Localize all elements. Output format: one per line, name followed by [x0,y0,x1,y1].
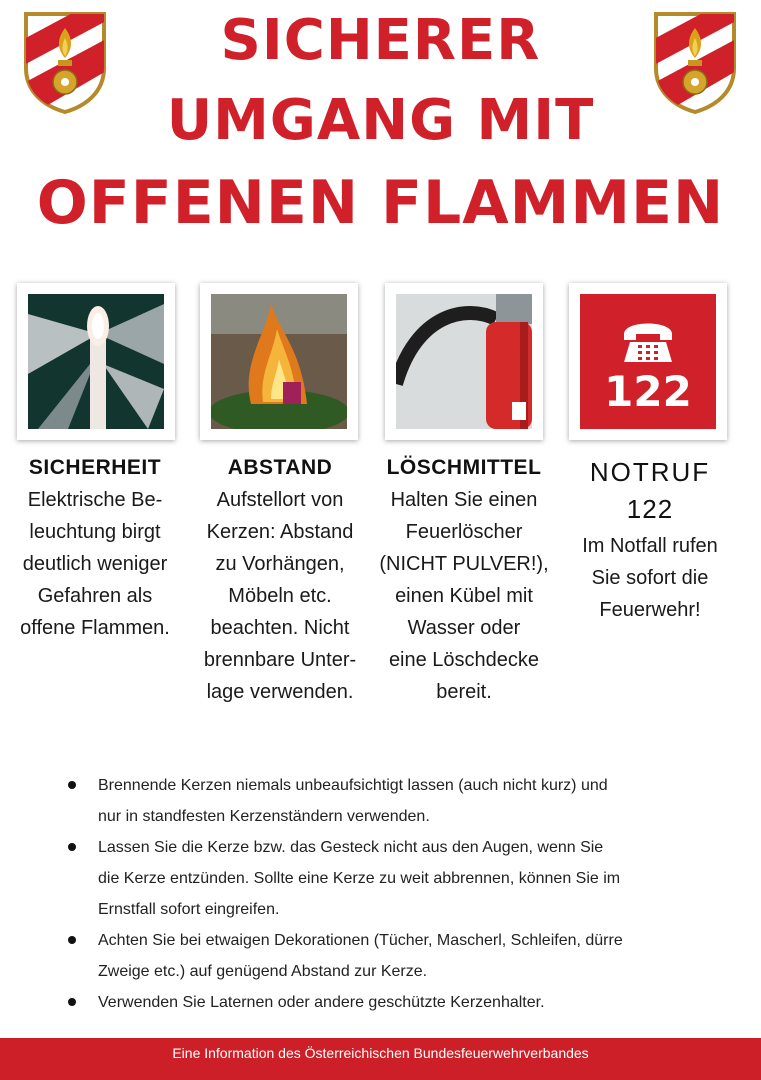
column-heading: LÖSCHMITTEL [386,456,542,479]
candle-lamp-image [28,294,164,429]
column-text: Elektrische Be- leuchtung birgt deutlich weniger Gefahren als offene Flammen. [20,489,170,639]
bullet-icon [68,843,76,851]
column-heading: NOTRUF [589,457,711,487]
column-abstand [192,456,368,708]
safety-tips-list [66,770,706,1018]
column-text: Aufstellort von Kerzen: Abstand zu Vorhängen, Möbeln etc. beachten. Nicht brennbare Unter- lage verwenden. [203,489,357,703]
column-text: Im Notfall rufen Sie sofort die Feuerwehr! [582,535,718,621]
column-heading: ABSTAND [227,456,333,479]
card-abstand [200,283,358,440]
card-notruf [569,283,727,440]
page-title-line-2: UMGANG MIT [166,88,595,153]
column-sicherheit [4,456,186,644]
card-loeschmittel [385,283,543,440]
page-title-line-3: OFFENEN FLAMMEN [36,168,725,238]
bullet-icon [68,936,76,944]
burning-wreath-image [211,294,347,429]
column-heading: SICHERHEIT [28,456,162,479]
footer-banner: Eine Information des Österreichischen Bundesfeuerwehrverbandes [0,1038,761,1080]
list-item-text: Brennende Kerzen niemals unbeaufsichtigt lassen (auch nicht kurz) und nur in standfesten Kerzenständern verwenden. [98,777,608,825]
list-item [66,832,706,925]
bullet-icon [68,998,76,1006]
bullet-icon [68,781,76,789]
column-text: Halten Sie einen Feuerlöscher (NICHT PULVER!), einen Kübel mit Wasser oder eine Löschdecke bereit. [379,489,549,703]
list-item-text: Achten Sie bei etwaigen Dekorationen (Tücher, Mascherl, Schleifen, dürre Zweige etc.) auf genügend Abstand zur Kerze. [98,932,623,980]
list-item [66,925,706,987]
list-item-text: Verwenden Sie Laternen oder andere geschützte Kerzenhalter. [98,994,545,1011]
list-item [66,987,706,1018]
card-sicherheit [17,283,175,440]
fire-extinguisher-image [396,294,532,429]
column-loeschmittel [377,456,551,708]
emergency-number-badge: 122 [604,367,692,416]
column-notruf [560,456,740,626]
emergency-number: 122 [626,494,674,524]
page-title-line-1: SICHERER [220,8,541,73]
list-item-text: Lassen Sie die Kerze bzw. das Gesteck nicht aus den Augen, wenn Sie die Kerze entzünden. Sollte eine Kerze zu weit abbrennen, können Sie im Ernstfall sofort eingreifen. [98,839,621,918]
list-item [66,770,706,832]
